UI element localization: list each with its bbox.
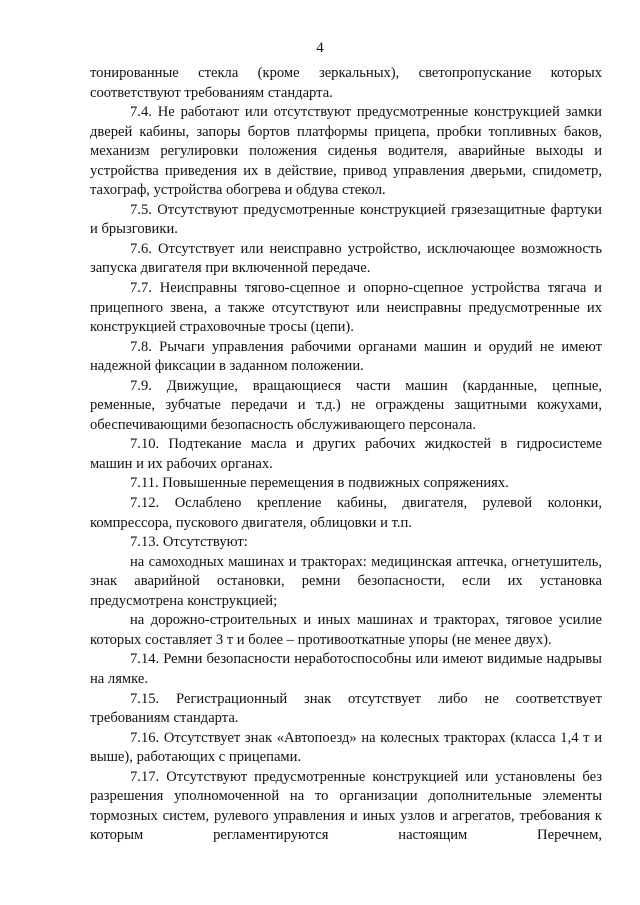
paragraph-7-8: 7.8. Рычаги управления рабочими органами машин и орудий не имеют надежной фиксации в заданном положении. [90,338,602,375]
paragraph-7-14: 7.14. Ремни безопасности неработоспособны или имеют видимые надрывы на лямке. [90,651,602,687]
paragraph-7-6: 7.6. Отсутствует или неисправно устройство, исключающее возможность запуска двигателя при включенной передаче. [90,240,602,277]
page-number: 4 [316,40,324,56]
document-body [90,64,602,846]
paragraph-7-15: 7.15. Регистрационный знак отсутствует либо не соответствует требованиям стандарта. [90,690,602,727]
paragraph-7-16: 7.16. Отсутствует знак «Автопоезд» на колесных тракторах (класса 1,4 т и выше), работающих с прицепами. [90,729,602,766]
paragraph-7-7: 7.7. Неисправны тягово-сцепное и опорно-сцепное устройства тягача и прицепного звена, а также отсутствуют или неисправны предусмотренные их конструкцией страховочные тросы (цепи). [90,280,602,336]
paragraph-7-4: 7.4. Не работают или отсутствуют предусмотренные конструкцией замки дверей кабины, запоры бортов платформы прицепа, пробки топливных баков, механизм регулировки положения сиденья водителя, аварийные выходы и устройства приведения их в действие, привод управления дверьми, спидометр, тахограф, устройства обогрева и обдува стекол. [90,104,602,199]
paragraph-7-13: 7.13. Отсутствуют: [130,534,248,551]
paragraph-7-10: 7.10. Подтекание масла и других рабочих жидкостей в гидросистеме машин и их рабочих органах. [90,436,602,472]
paragraph-7-17: 7.17. Отсутствуют предусмотренные конструкцией или установлены без разрешения уполномоченной на то организации дополнительные элементы тормозных систем, рулевого управления и иных узлов и агрегатов, требования к которым регламентируются настоящим Перечнем, [90,768,602,844]
paragraph-7-12: 7.12. Ослаблено крепление кабины, двигателя, рулевой колонки, компрессора, пускового двигателя, облицовки и т.п. [90,495,602,531]
paragraph-7-13-item-1: на самоходных машинах и тракторах: медицинская аптечка, огнетушитель, знак аварийной остановки, ремни безопасности, если их установка предусмотрена конструкцией; [90,553,602,609]
paragraph-7-9: 7.9. Движущие, вращающиеся части машин (карданные, цепные, ременные, зубчатые передачи и т.д.) не ограждены защитными кожухами, обеспечивающими безопасность обслуживающего персонала. [90,377,602,433]
paragraph-continued: тонированные стекла (кроме зеркальных), светопропускание которых соответствуют требованиям стандарта. [90,65,602,101]
paragraph-7-13-item-2: на дорожно-строительных и иных машинах и тракторах, тяговое усилие которых составляет 3 т и более – противооткатные упоры (не менее двух). [90,612,602,648]
paragraph-7-11: 7.11. Повышенные перемещения в подвижных сопряжениях. [130,475,509,492]
paragraph-7-5: 7.5. Отсутствуют предусмотренные конструкцией грязезащитные фартуки и брызговики. [90,201,602,238]
